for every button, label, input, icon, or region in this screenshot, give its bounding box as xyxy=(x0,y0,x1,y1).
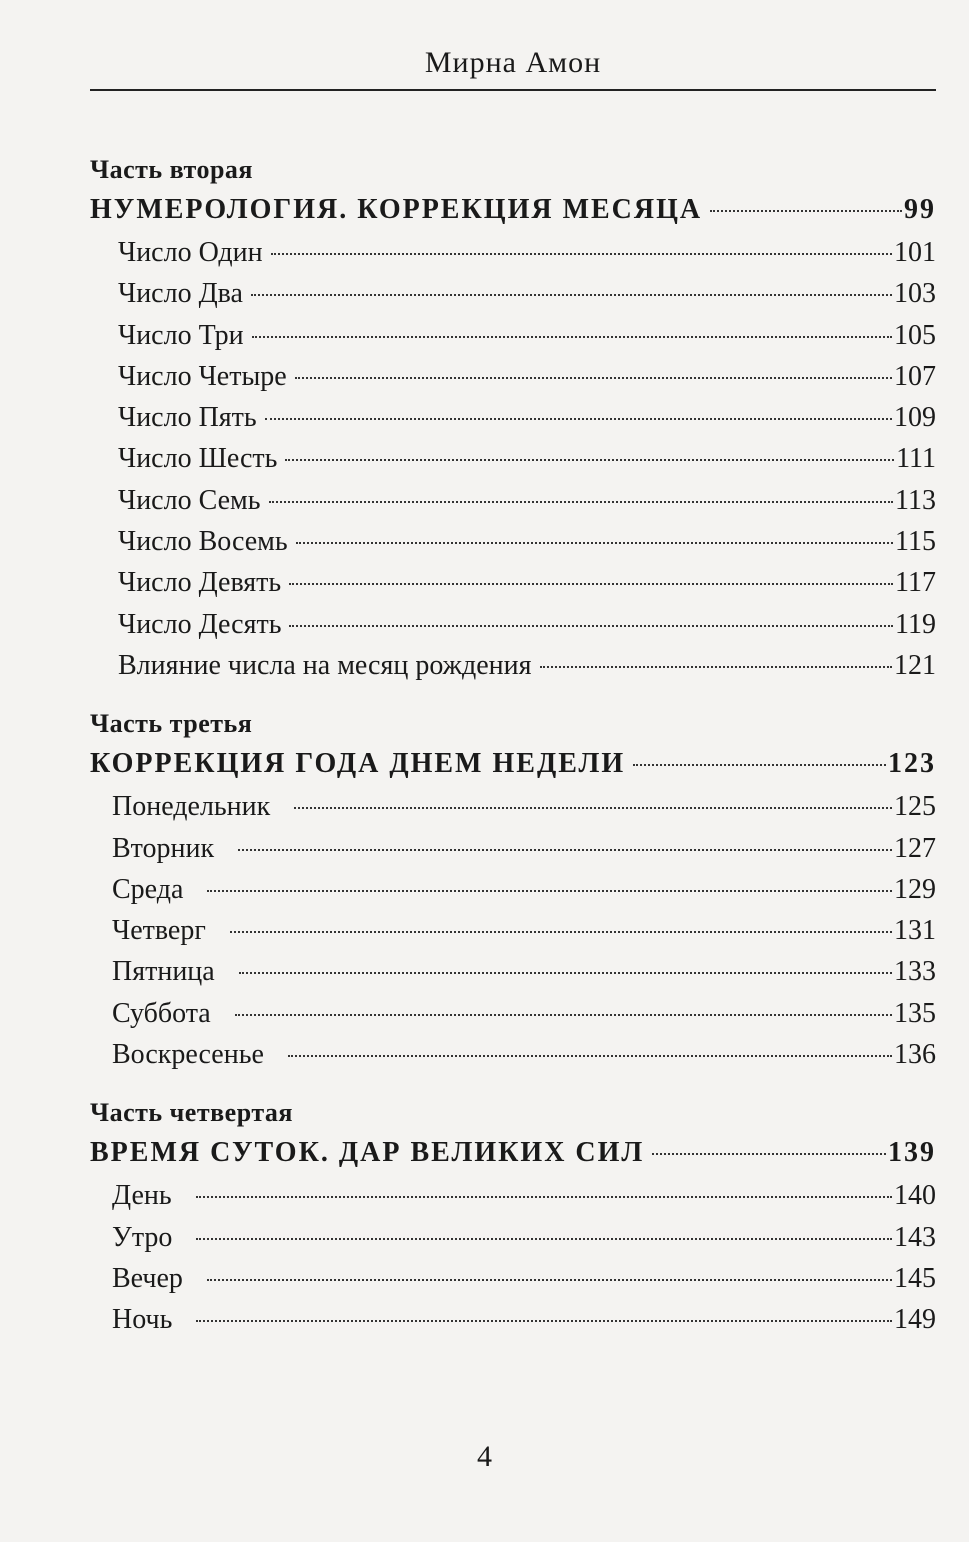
part-label: Часть вторая xyxy=(90,155,253,184)
dot-leader xyxy=(296,542,893,544)
dot-leader xyxy=(295,377,892,379)
part-label: Часть третья xyxy=(90,709,253,739)
dot-leader xyxy=(238,849,892,851)
dot-leader xyxy=(207,890,892,892)
entry-title: Пятница xyxy=(112,956,215,988)
dot-leader xyxy=(294,807,892,809)
dot-leader xyxy=(265,418,892,420)
part-label: Часть четвертая xyxy=(90,1098,293,1128)
dot-leader xyxy=(235,1014,892,1016)
page-number: 145 xyxy=(894,1262,936,1294)
chapter-title: КОРРЕКЦИЯ ГОДА ДНЕМ НЕДЕЛИ xyxy=(90,748,626,780)
dot-leader xyxy=(271,253,892,255)
dot-leader xyxy=(289,583,893,585)
page-number: 139 xyxy=(888,1137,936,1169)
page-number: 129 xyxy=(894,873,936,905)
entry-title: Суббота xyxy=(112,997,211,1029)
entry-title: Число Три xyxy=(118,319,244,351)
table-of-contents xyxy=(90,152,936,1361)
toc-entry[interactable] xyxy=(118,232,936,273)
toc-entry[interactable] xyxy=(112,1175,936,1216)
toc-entry[interactable] xyxy=(118,604,936,645)
toc-part-group xyxy=(90,1095,936,1340)
page-number: 140 xyxy=(894,1180,936,1212)
page-number: 111 xyxy=(896,443,936,475)
entry-title: Число Пять xyxy=(118,402,257,434)
dot-leader xyxy=(239,972,892,974)
entry-title: Число Восемь xyxy=(118,526,288,558)
toc-entry[interactable] xyxy=(112,993,936,1034)
dot-leader xyxy=(252,336,892,338)
entry-title: День xyxy=(112,1180,172,1212)
chapter-title: НУМЕРОЛОГИЯ. КОРРЕКЦИЯ МЕСЯЦА xyxy=(90,194,703,225)
toc-entry[interactable] xyxy=(112,1258,936,1299)
entry-title: Понедельник xyxy=(112,791,271,823)
page-number: 109 xyxy=(894,402,936,434)
toc-entry[interactable] xyxy=(118,273,936,314)
page-number: 127 xyxy=(894,832,936,864)
toc-entry[interactable] xyxy=(118,438,936,479)
page-number: 135 xyxy=(894,997,936,1029)
chapter-title: ВРЕМЯ СУТОК. ДАР ВЕЛИКИХ СИЛ xyxy=(90,1137,645,1169)
page-number: 149 xyxy=(894,1304,936,1336)
page-number: 103 xyxy=(894,278,936,310)
page-number: 105 xyxy=(894,319,936,351)
dot-leader xyxy=(633,764,886,766)
toc-entry[interactable] xyxy=(112,828,936,869)
page-number: 123 xyxy=(888,748,936,780)
toc-entry[interactable] xyxy=(112,910,936,951)
entry-title: Четверг xyxy=(112,915,206,947)
toc-entry[interactable] xyxy=(112,951,936,992)
toc-entry[interactable] xyxy=(112,1034,936,1075)
dot-leader xyxy=(540,666,892,668)
toc-entry[interactable] xyxy=(118,397,936,438)
toc-part-group xyxy=(90,152,936,686)
dot-leader xyxy=(289,625,893,627)
toc-entry[interactable] xyxy=(118,480,936,521)
dot-leader xyxy=(207,1279,892,1281)
page-number: 131 xyxy=(894,915,936,947)
entry-title: Число Семь xyxy=(118,484,261,516)
page-folio: 4 xyxy=(477,1440,492,1473)
dot-leader xyxy=(710,210,902,212)
toc-entry[interactable] xyxy=(112,869,936,910)
dot-leader xyxy=(230,931,892,933)
dot-leader xyxy=(285,459,894,461)
entry-title: Воскресенье xyxy=(112,1039,264,1071)
page-number: 125 xyxy=(894,791,936,823)
toc-entry[interactable] xyxy=(112,1217,936,1258)
entry-title: Вечер xyxy=(112,1262,183,1294)
running-head: Мирна Амон xyxy=(424,46,602,79)
dot-leader xyxy=(269,501,894,503)
page-number: 107 xyxy=(894,360,936,392)
page-number: 136 xyxy=(894,1039,936,1071)
toc-entry[interactable] xyxy=(112,786,936,827)
dot-leader xyxy=(251,294,892,296)
page-number: 99 xyxy=(904,194,936,225)
dot-leader xyxy=(196,1320,892,1322)
page-number: 121 xyxy=(894,649,936,681)
dot-leader xyxy=(652,1153,886,1155)
entry-title: Число Два xyxy=(118,278,243,310)
dot-leader xyxy=(288,1055,892,1057)
entry-title: Число Один xyxy=(118,237,263,268)
entry-title: Вторник xyxy=(112,832,215,864)
page-number: 119 xyxy=(895,608,936,640)
toc-entry[interactable] xyxy=(118,315,936,356)
toc-chapter-row[interactable] xyxy=(90,1131,936,1175)
entry-title: Число Четыре xyxy=(118,360,287,392)
entry-title: Число Шесть xyxy=(118,443,278,475)
entry-title: Ночь xyxy=(112,1304,173,1336)
entry-title: Среда xyxy=(112,873,184,905)
entry-title: Число Десять xyxy=(118,608,282,640)
toc-chapter-row[interactable] xyxy=(90,188,936,232)
dot-leader xyxy=(196,1196,892,1198)
page-number: 113 xyxy=(895,484,936,516)
toc-part-group xyxy=(90,706,936,1075)
page-number: 143 xyxy=(894,1221,936,1253)
dot-leader xyxy=(196,1238,892,1240)
entry-title: Число Девять xyxy=(118,567,282,599)
page-number: 133 xyxy=(894,956,936,988)
page-number: 101 xyxy=(894,237,936,268)
page-number: 117 xyxy=(895,567,936,599)
toc-entry[interactable] xyxy=(118,562,936,603)
toc-entry[interactable] xyxy=(118,356,936,397)
toc-entry[interactable] xyxy=(112,1299,936,1340)
toc-entry[interactable] xyxy=(118,521,936,562)
toc-entry[interactable] xyxy=(118,645,936,686)
toc-chapter-row[interactable] xyxy=(90,742,936,786)
entry-title: Влияние числа на месяц рождения xyxy=(118,649,532,681)
page-number: 115 xyxy=(895,526,936,558)
entry-title: Утро xyxy=(112,1221,173,1253)
page-header xyxy=(90,0,936,92)
header-rule xyxy=(90,89,936,91)
